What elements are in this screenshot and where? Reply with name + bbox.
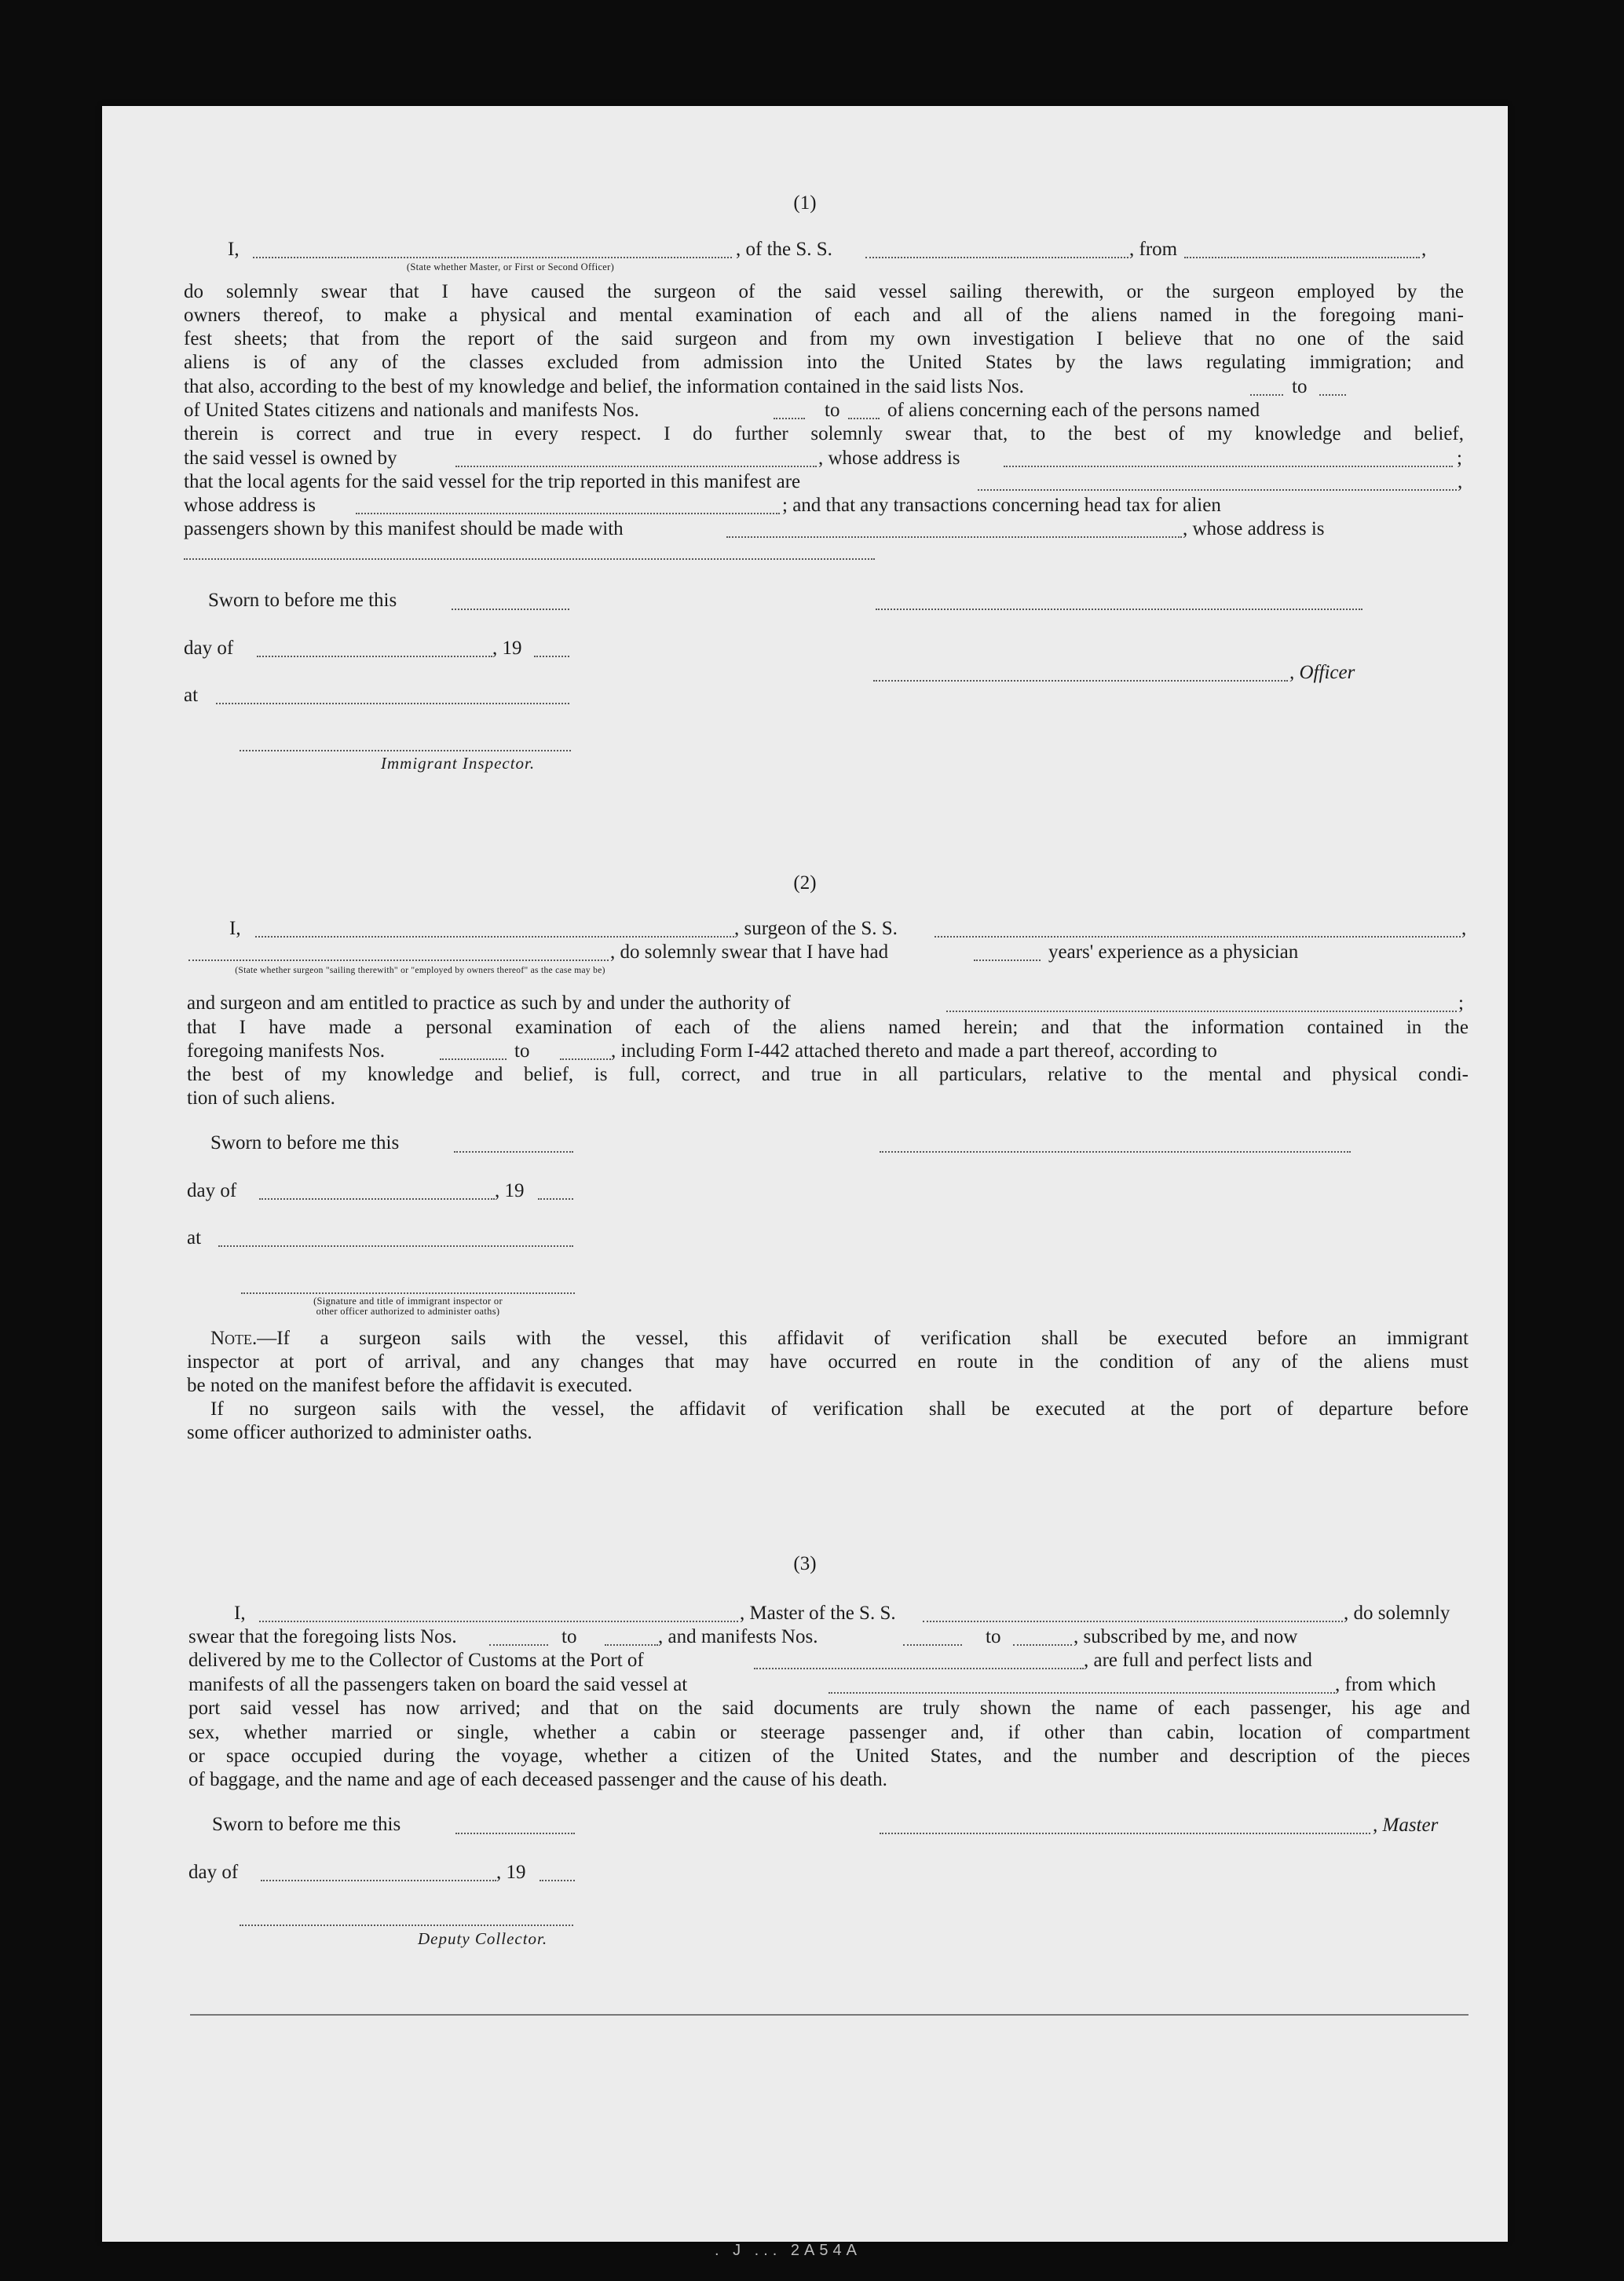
text: Sworn to before me this <box>212 1814 401 1835</box>
text: the said vessel is owned by <box>184 448 397 469</box>
text: , 19 <box>496 1862 526 1883</box>
blank-owner <box>455 466 817 467</box>
blank-vessel-name <box>935 936 1461 938</box>
note-label: Note. <box>210 1328 258 1349</box>
field-note: (State whether surgeon "sailing therewith" or "employed by owners thereof" as the case may be) <box>235 966 605 975</box>
text: , are full and perfect lists and <box>1084 1650 1312 1671</box>
blank <box>1319 394 1346 396</box>
signature-note: other officer authorized to administer oaths) <box>316 1306 500 1317</box>
blank-month <box>259 1198 495 1200</box>
text: , <box>1421 239 1427 260</box>
blank-year <box>540 1880 575 1881</box>
section-1-line: aliens is of any of the classes excluded from admission into the United States by the laws regulating immigration; and <box>184 352 1464 373</box>
blank-owner-address <box>1004 466 1453 467</box>
blank-surgeon-name <box>255 936 734 938</box>
blank-agents-address <box>356 513 780 514</box>
section-2-line: the best of my knowledge and belief, is full, correct, and true in all particulars, relative to the mental and physical condi- <box>187 1064 1469 1085</box>
text: years' experience as a physician <box>1048 941 1299 963</box>
text: , whose address is <box>818 448 960 469</box>
signature-line <box>880 1151 1351 1153</box>
blank-vessel-name <box>865 257 1128 258</box>
text: I, <box>234 1603 246 1624</box>
text: , and manifests Nos. <box>658 1626 818 1647</box>
note-line: some officer authorized to administer oaths. <box>187 1422 532 1443</box>
text: , including Form I-442 attached thereto and made a part thereof, according to <box>611 1040 1217 1062</box>
section-3-line: sex, whether married or single, whether a cabin or steerage passenger and, if other than cabin, location of compartment <box>188 1722 1470 1743</box>
blank-year <box>538 1198 573 1200</box>
note-line <box>210 1327 1469 1351</box>
section-1-line: do solemnly swear that I have caused the surgeon of the said vessel sailing therewith, or the surgeon employed by the <box>184 281 1464 302</box>
footer-stamp: . J ... 2A54A <box>715 2242 861 2259</box>
text: swear that the foregoing lists Nos. <box>188 1626 457 1647</box>
text: day of <box>187 1180 237 1201</box>
section-2-number: (2) <box>793 872 817 894</box>
blank-month <box>261 1880 496 1881</box>
bottom-rule <box>190 2014 1469 2016</box>
section-3-line: of baggage, and the name and age of each deceased passenger and the cause of his death. <box>188 1769 887 1790</box>
blank-master-name <box>259 1621 738 1622</box>
text: , <box>1458 471 1463 492</box>
blank-month <box>257 656 492 657</box>
blank <box>440 1058 507 1060</box>
note-line: be noted on the manifest before the affidavit is executed. <box>187 1375 633 1396</box>
blank <box>1013 1644 1072 1646</box>
field-note: (State whether Master, or First or Second Officer) <box>406 261 615 272</box>
signature-line <box>876 609 1362 610</box>
text: , from which <box>1335 1674 1436 1695</box>
note-line: If no surgeon sails with the vessel, the affidavit of verification shall be executed at the port of departure before <box>210 1398 1469 1420</box>
section-3-number: (3) <box>793 1553 817 1574</box>
blank-vessel-name <box>923 1621 1343 1622</box>
text: , Master of the S. S. <box>740 1603 896 1624</box>
blank-day <box>455 1833 575 1834</box>
master-signature-line <box>880 1833 1370 1834</box>
blank-local-agents <box>978 489 1457 491</box>
blank <box>560 1058 611 1060</box>
text: to <box>1292 376 1308 397</box>
officer-signature-line <box>873 680 1288 682</box>
blank-day <box>454 1151 573 1153</box>
blank-year <box>534 656 569 657</box>
text: ; <box>1457 448 1462 469</box>
section-3-line: port said vessel has now arrived; and that on the said documents are truly shown the name of each passenger, his age and <box>188 1698 1470 1719</box>
section-2-line: that I have made a personal examination of each of the aliens named herein; and that the information contained in the <box>187 1017 1469 1038</box>
blank <box>1250 394 1283 396</box>
text: of aliens concerning each of the persons named <box>887 400 1260 421</box>
text: I, <box>228 239 240 260</box>
section-1-line: fest sheets; that from the report of the said surgeon and from my own investigation I believe that no one of the said <box>184 328 1464 349</box>
text: ; <box>1458 992 1464 1014</box>
manifest-affidavit-form <box>102 106 1508 2259</box>
inspector-label: Immigrant Inspector. <box>381 754 536 773</box>
text: , surgeon of the S. S. <box>734 918 898 939</box>
note-line: inspector at port of arrival, and any changes that may have occurred en route in the condition of any of the aliens must <box>187 1351 1469 1373</box>
blank-port <box>754 1668 1084 1669</box>
blank <box>848 418 880 419</box>
text: passengers shown by this manifest should be made with <box>184 518 624 539</box>
text: , subscribed by me, and now <box>1074 1626 1298 1647</box>
text: , 19 <box>492 638 522 659</box>
text: , 19 <box>495 1180 525 1201</box>
blank-authority <box>946 1011 1457 1012</box>
blank-place <box>218 1245 573 1247</box>
collector-signature-line <box>240 1925 573 1926</box>
text: and surgeon and am entitled to practice as such by and under the authority of <box>187 992 791 1014</box>
text: ; and that any transactions concerning head tax for alien <box>782 495 1221 516</box>
blank-years <box>974 960 1041 961</box>
text: that also, according to the best of my knowledge and belief, the information contained in the said lists Nos. <box>184 376 1024 397</box>
section-3-line: or space occupied during the voyage, whether a citizen of the United States, and the number and description of the pieces <box>188 1745 1470 1767</box>
text: , <box>1461 918 1467 939</box>
text: , from <box>1129 239 1178 260</box>
section-1-number: (1) <box>793 192 817 214</box>
blank <box>605 1644 658 1646</box>
blank-head-tax-address <box>184 558 875 560</box>
text: manifests of all the passengers taken on board the said vessel at <box>188 1674 688 1695</box>
blank <box>774 418 805 419</box>
text: foregoing manifests Nos. <box>187 1040 386 1062</box>
text: tion of such aliens. <box>187 1087 335 1109</box>
text: to <box>986 1626 1001 1647</box>
note-text: —If a surgeon sails with the vessel, this affidavit of verification shall be executed before an immigrant <box>257 1328 1469 1349</box>
blank-from-port <box>1184 257 1420 258</box>
text: whose address is <box>184 495 316 516</box>
text: Sworn to before me this <box>210 1132 400 1153</box>
officer-label: , Officer <box>1289 662 1355 683</box>
section-1-line: therein is correct and true in every respect. I do further solemnly swear that, to the best of my knowledge and belief, <box>184 423 1464 444</box>
blank-departure-port <box>828 1692 1335 1694</box>
text: , of the S. S. <box>736 239 832 260</box>
text: at <box>184 685 199 706</box>
text: at <box>187 1227 202 1248</box>
text: delivered by me to the Collector of Customs at the Port of <box>188 1650 644 1671</box>
blank-place <box>216 703 569 704</box>
signature-note: (Signature and title of immigrant inspector or <box>313 1296 503 1307</box>
text: day of <box>188 1862 239 1883</box>
text: I, <box>229 918 241 939</box>
text: to <box>514 1040 530 1062</box>
text: , do solemnly swear that I have had <box>610 941 889 963</box>
blank-officer-name <box>253 257 732 258</box>
text: of United States citizens and nationals and manifests Nos. <box>184 400 639 421</box>
text: Sworn to before me this <box>208 590 397 611</box>
collector-label: Deputy Collector. <box>418 1929 548 1948</box>
blank-head-tax-contact <box>726 536 1182 538</box>
text: that the local agents for the said vessel for the trip reported in this manifest are <box>184 471 801 492</box>
blank-surgeon-status <box>188 960 609 961</box>
text: , do solemnly <box>1344 1603 1450 1624</box>
blank <box>903 1644 962 1646</box>
section-1-line: owners thereof, to make a physical and mental examination of each and all of the aliens named in the foregoing mani- <box>184 305 1464 326</box>
blank <box>489 1644 548 1646</box>
master-label: , Master <box>1373 1815 1439 1836</box>
text: , whose address is <box>1183 518 1325 539</box>
text: day of <box>184 638 234 659</box>
blank-day <box>452 609 569 610</box>
text: to <box>561 1626 577 1647</box>
inspector-signature-line <box>241 1292 575 1294</box>
text: to <box>825 400 840 421</box>
